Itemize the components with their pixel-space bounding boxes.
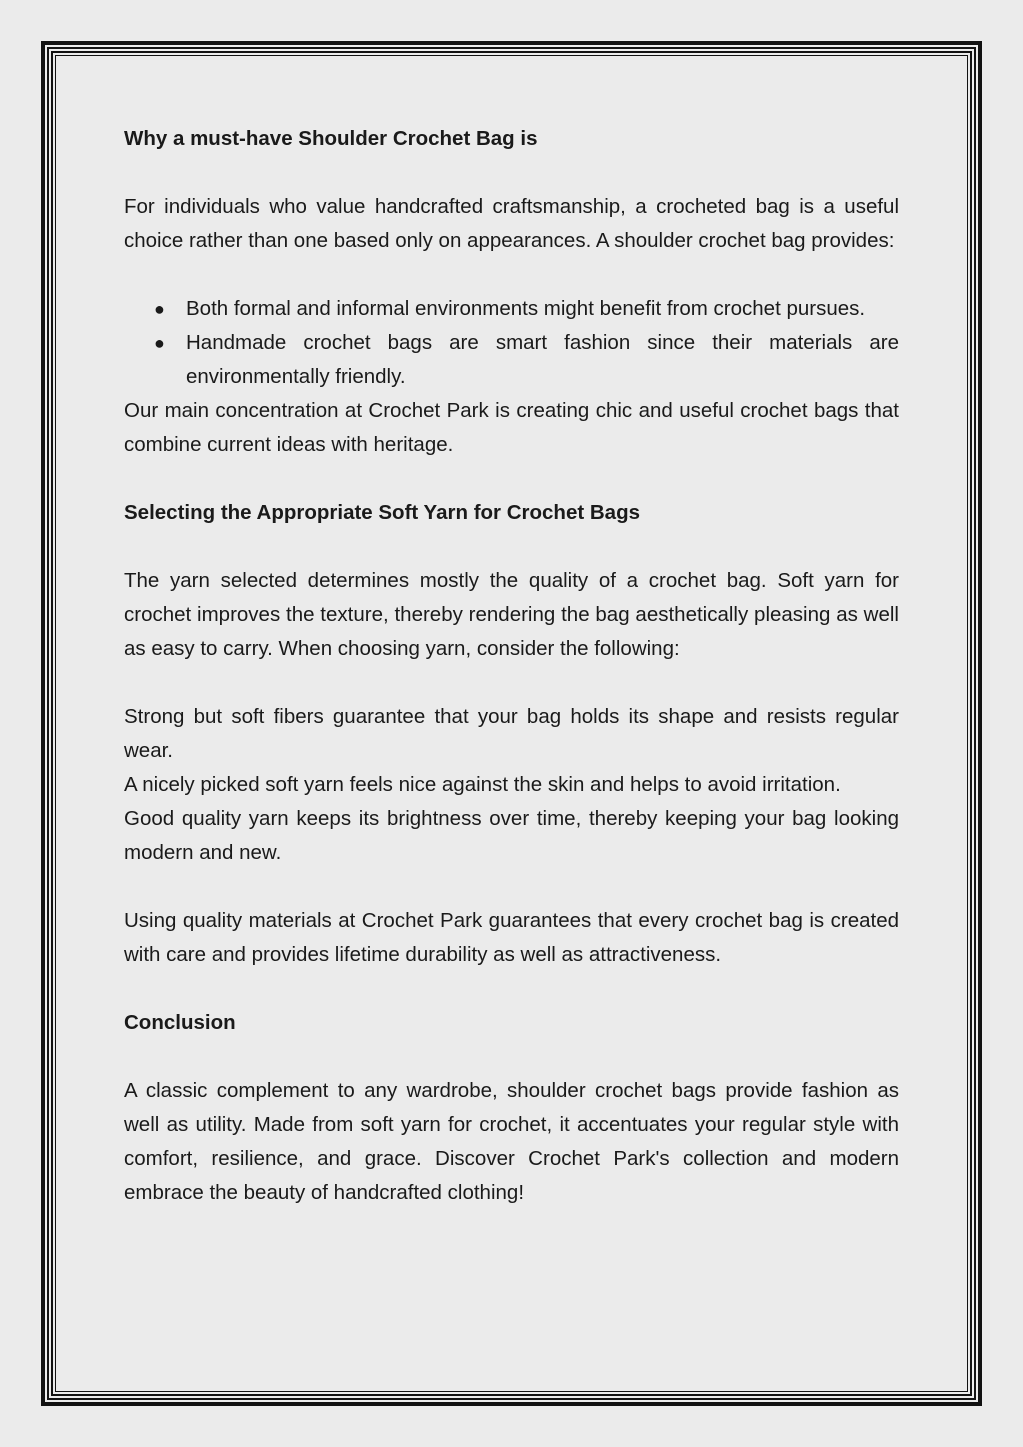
list-item-text: Both formal and informal environments might benefit from crochet pursues. — [186, 297, 866, 320]
list-item — [124, 292, 899, 326]
section-heading-why: Why a must-have Shoulder Crochet Bag is — [124, 127, 538, 150]
document-body — [124, 122, 899, 1210]
list-item — [124, 326, 899, 394]
bullet-icon: ● — [154, 333, 165, 353]
paragraph-intro: For individuals who value handcrafted craftsmanship, a crocheted bag is a useful choice rather than one based only on appearances. A shoulder crochet bag provides: — [124, 195, 899, 252]
section-heading-yarn: Selecting the Appropriate Soft Yarn for Crochet Bags — [124, 501, 641, 524]
section-heading-conclusion: Conclusion — [124, 1011, 236, 1034]
paragraph-point: Strong but soft fibers guarantee that your bag holds its shape and resists regular wear. — [124, 705, 899, 762]
list-item-text: Handmade crochet bags are smart fashion since their materials are environmentally friendly. — [186, 331, 899, 388]
paragraph-quality: Using quality materials at Crochet Park guarantees that every crochet bag is created with care and provides lifetime durability as well as attractiveness. — [124, 909, 899, 966]
paragraph-yarn-intro: The yarn selected determines mostly the quality of a crochet bag. Soft yarn for crochet improves the texture, thereby rendering the bag aesthetically pleasing as well as easy to carry. When choosing yarn, consider the following: — [124, 569, 899, 660]
paragraph-point: Good quality yarn keeps its brightness over time, thereby keeping your bag looking modern and new. — [124, 807, 899, 864]
paragraph-point: A nicely picked soft yarn feels nice against the skin and helps to avoid irritation. — [124, 773, 841, 796]
paragraph-crochet-park: Our main concentration at Crochet Park is creating chic and useful crochet bags that combine current ideas with heritage. — [124, 399, 899, 456]
bullet-list — [124, 292, 899, 394]
bullet-icon: ● — [154, 299, 165, 319]
paragraph-conclusion: A classic complement to any wardrobe, shoulder crochet bags provide fashion as well as utility. Made from soft yarn for crochet, it accentuates your regular style with comfort, resilience, and grace. Discover Crochet Park's collection and modern embrace the beauty of handcrafted clothing! — [124, 1079, 899, 1204]
